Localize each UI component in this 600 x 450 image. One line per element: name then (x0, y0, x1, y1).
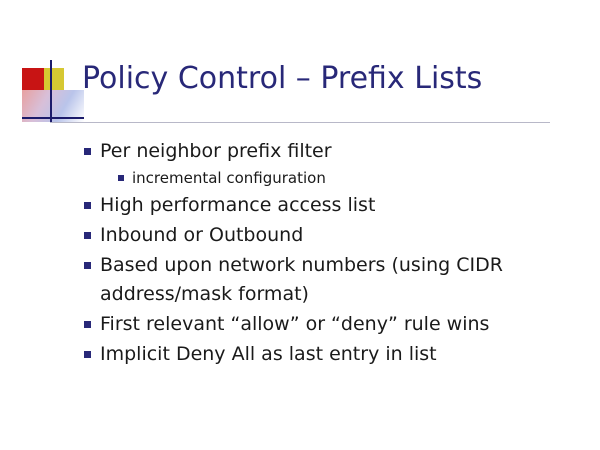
list-item (78, 340, 578, 369)
list-item-text: High performance access list (100, 194, 376, 216)
list-item-text: Based upon network numbers (using CIDR address/mask format) (100, 254, 503, 305)
list-item (78, 221, 578, 250)
logo-red-square (22, 68, 44, 90)
bullet-square-icon (84, 321, 91, 328)
list-item-text: incremental configuration (132, 169, 326, 187)
bullet-square-icon (84, 262, 91, 269)
decorative-logo-mark (22, 60, 84, 122)
list-item-text: Inbound or Outbound (100, 224, 304, 246)
bullet-square-icon (84, 148, 91, 155)
list-item (78, 251, 578, 309)
title-divider (50, 122, 550, 123)
logo-vertical-rule (50, 60, 52, 122)
list-item-text: Implicit Deny All as last entry in list (100, 343, 437, 365)
bullet-square-icon (118, 175, 124, 181)
list-item (78, 191, 578, 220)
list-item-text: First relevant “allow” or “deny” rule wins (100, 313, 490, 335)
list-item (78, 137, 578, 166)
slide-title: Policy Control – Prefix Lists (82, 61, 483, 96)
bullet-square-icon (84, 232, 91, 239)
slide-body (78, 136, 578, 369)
logo-yellow-square (44, 68, 64, 90)
list-item (78, 310, 578, 339)
bullet-square-icon (84, 351, 91, 358)
list-item (78, 166, 578, 190)
logo-horizontal-rule (22, 117, 84, 119)
list-item-text: Per neighbor prefix filter (100, 140, 332, 162)
bullet-square-icon (84, 202, 91, 209)
